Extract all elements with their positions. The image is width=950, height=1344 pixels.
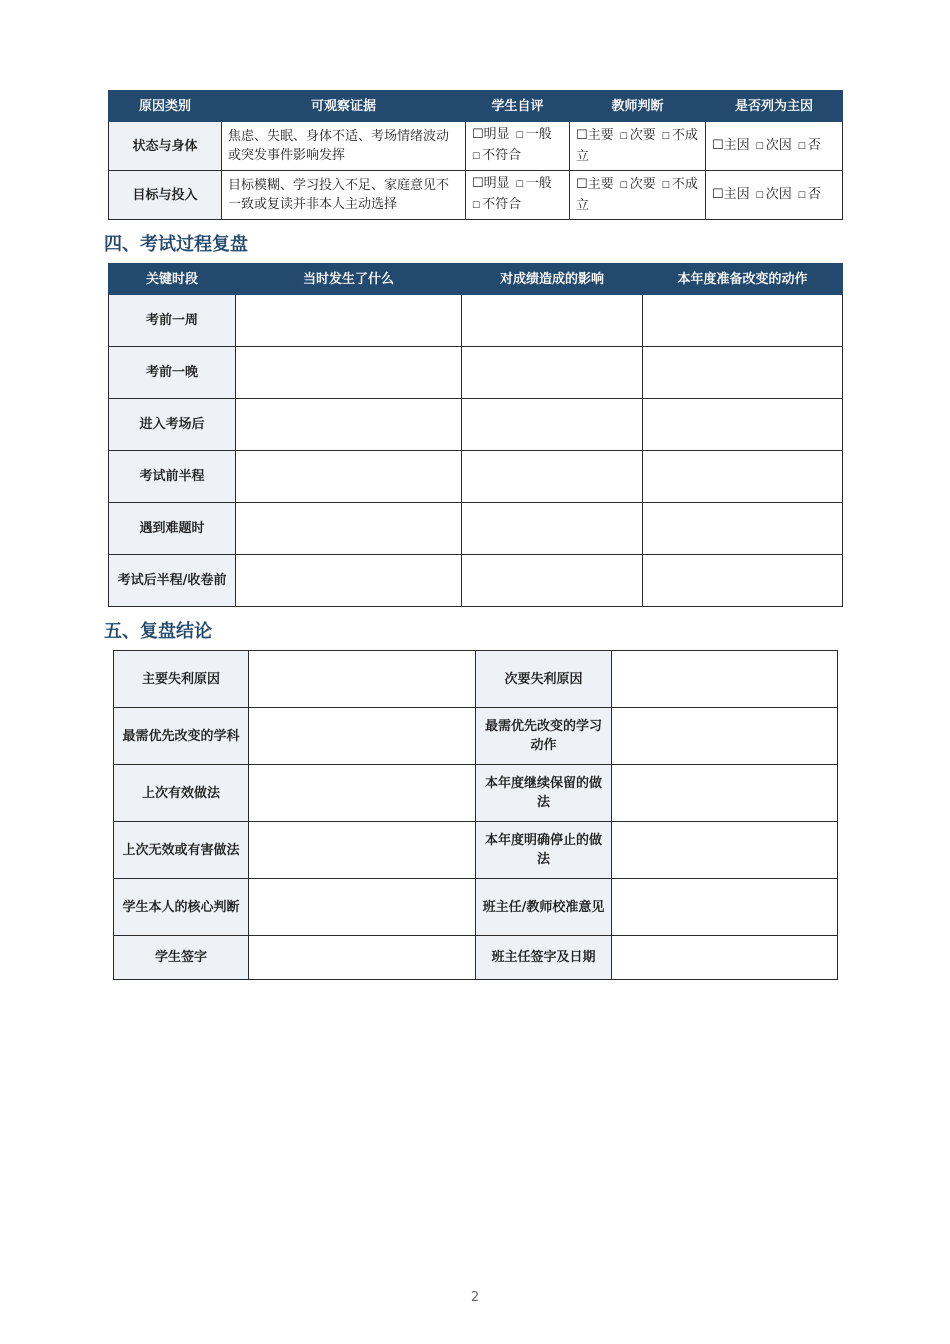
option-label: 不成立 [576,128,698,164]
table-row [114,822,838,879]
what-happened-cell[interactable] [236,347,462,399]
student-signature-label: 学生签字 [114,936,249,980]
conclusion-label: 上次有效做法 [114,765,249,822]
conclusion-label: 本年度继续保留的做法 [476,765,612,822]
section-heading-exam-process: 四、考试过程复盘 [104,234,248,255]
checkbox-icon[interactable]: ☐ [661,132,670,142]
conclusion-label: 最需优先改变的学习动作 [476,708,612,765]
table-row [109,295,843,347]
stage-label: 考前一周 [109,295,236,347]
stage-label: 考前一晚 [109,347,236,399]
checkbox-icon[interactable]: ☐ [661,181,670,191]
what-happened-cell[interactable] [236,399,462,451]
option-label: 明显 [483,127,510,142]
main-cause-options [706,122,843,171]
stage-label: 遇到难题时 [109,503,236,555]
conclusion-input-cell[interactable] [249,651,476,708]
col-header-impact: 对成绩造成的影响 [462,264,643,295]
exam-process-header [109,264,843,295]
conclusion-label: 最需优先改变的学科 [114,708,249,765]
cause-evidence: 焦虑、失眠、身体不适、考场情绪波动或突发事件影响发挥 [222,122,466,171]
table-row [114,765,838,822]
conclusion-input-cell[interactable] [612,879,838,936]
option-label: 次要 [629,177,656,192]
checkbox-icon[interactable]: ☐ [472,201,481,211]
what-happened-cell[interactable] [236,503,462,555]
change-action-cell[interactable] [643,555,843,607]
change-action-cell[interactable] [643,347,843,399]
option-label: 次要 [629,128,656,143]
conclusion-label: 本年度明确停止的做法 [476,822,612,879]
stage-label: 考试前半程 [109,451,236,503]
what-happened-cell[interactable] [236,451,462,503]
cause-category: 状态与身体 [109,122,222,171]
option-label: 主因 [723,137,750,153]
checkbox-icon[interactable]: ☐ [515,180,524,190]
col-header-self-eval: 学生自评 [466,91,570,122]
teacher-signature-cell[interactable] [612,936,838,980]
conclusion-input-cell[interactable] [612,765,838,822]
col-header-category: 原因类别 [109,91,222,122]
conclusion-input-cell[interactable] [249,822,476,879]
conclusion-table [113,650,838,980]
checkbox-icon[interactable]: ☐ [755,141,764,152]
checkbox-icon[interactable]: ☐ [472,152,481,162]
conclusion-label: 次要失利原因 [476,651,612,708]
conclusion-label: 学生本人的核心判断 [114,879,249,936]
change-action-cell[interactable] [643,295,843,347]
checkbox-icon[interactable]: ☐ [515,131,524,141]
option-label: 不符合 [482,148,522,163]
conclusion-input-cell[interactable] [612,651,838,708]
option-label: 主要 [587,177,614,192]
table-row [109,122,843,171]
col-header-what-happened: 当时发生了什么 [236,264,462,295]
change-action-cell[interactable] [643,451,843,503]
option-label: 不符合 [482,197,522,212]
table-row [109,555,843,607]
option-label: 主因 [723,186,750,202]
option-label: 主要 [587,128,614,143]
table-row [109,451,843,503]
checkbox-icon[interactable]: ☐ [576,128,588,143]
col-header-changes: 本年度准备改变的动作 [643,264,843,295]
checkbox-icon[interactable]: ☐ [712,186,724,202]
conclusion-input-cell[interactable] [612,822,838,879]
impact-cell[interactable] [462,451,643,503]
checkbox-icon[interactable]: ☐ [712,137,724,153]
conclusion-label: 主要失利原因 [114,651,249,708]
teacher-judgment-options [570,171,706,220]
col-header-stage: 关键时段 [109,264,236,295]
stage-label: 进入考场后 [109,399,236,451]
impact-cell[interactable] [462,347,643,399]
table-row [109,503,843,555]
exam-process-table [108,263,843,607]
cause-table [108,90,843,220]
col-header-evidence: 可观察证据 [222,91,466,122]
option-label: 否 [807,137,821,153]
table-row [109,171,843,220]
checkbox-icon[interactable]: ☐ [755,190,764,201]
student-signature-cell[interactable] [249,936,476,980]
col-header-teacher-judgment: 教师判断 [570,91,706,122]
what-happened-cell[interactable] [236,555,462,607]
checkbox-icon[interactable]: ☐ [619,181,628,191]
table-row [114,651,838,708]
checkbox-icon[interactable]: ☐ [797,190,806,201]
page-number: 2 [470,1290,480,1305]
impact-cell[interactable] [462,399,643,451]
table-row [114,708,838,765]
option-label: 一般 [525,127,552,142]
checkbox-icon[interactable]: ☐ [472,127,484,142]
option-label: 次因 [765,137,792,153]
self-eval-options [466,171,570,220]
cause-category: 目标与投入 [109,171,222,220]
option-label: 次因 [765,186,792,202]
conclusion-label: 上次无效或有害做法 [114,822,249,879]
stage-label: 考试后半程/收卷前 [109,555,236,607]
conclusion-input-cell[interactable] [249,765,476,822]
conclusion-input-cell[interactable] [249,879,476,936]
checkbox-icon[interactable]: ☐ [472,176,484,191]
table-row [114,936,838,980]
teacher-judgment-options [570,122,706,171]
self-eval-options [466,122,570,171]
cause-evidence: 目标模糊、学习投入不足、家庭意见不一致或复读并非本人主动选择 [222,171,466,220]
option-label: 一般 [525,176,552,191]
change-action-cell[interactable] [643,503,843,555]
checkbox-icon[interactable]: ☐ [797,141,806,152]
table-row [114,879,838,936]
teacher-signature-label: 班主任签字及日期 [476,936,612,980]
checkbox-icon[interactable]: ☐ [619,132,628,142]
conclusion-label: 班主任/教师校准意见 [476,879,612,936]
impact-cell[interactable] [462,295,643,347]
conclusion-input-cell[interactable] [612,708,838,765]
checkbox-icon[interactable]: ☐ [576,177,588,192]
impact-cell[interactable] [462,555,643,607]
option-label: 明显 [483,176,510,191]
option-label: 否 [807,186,821,202]
main-cause-options [706,171,843,220]
what-happened-cell[interactable] [236,295,462,347]
conclusion-input-cell[interactable] [249,708,476,765]
option-label: 不成立 [576,177,698,213]
col-header-main-cause: 是否列为主因 [706,91,843,122]
table-row [109,399,843,451]
table-row [109,347,843,399]
cause-table-header [109,91,843,122]
change-action-cell[interactable] [643,399,843,451]
section-heading-conclusion: 五、复盘结论 [104,621,212,642]
impact-cell[interactable] [462,503,643,555]
